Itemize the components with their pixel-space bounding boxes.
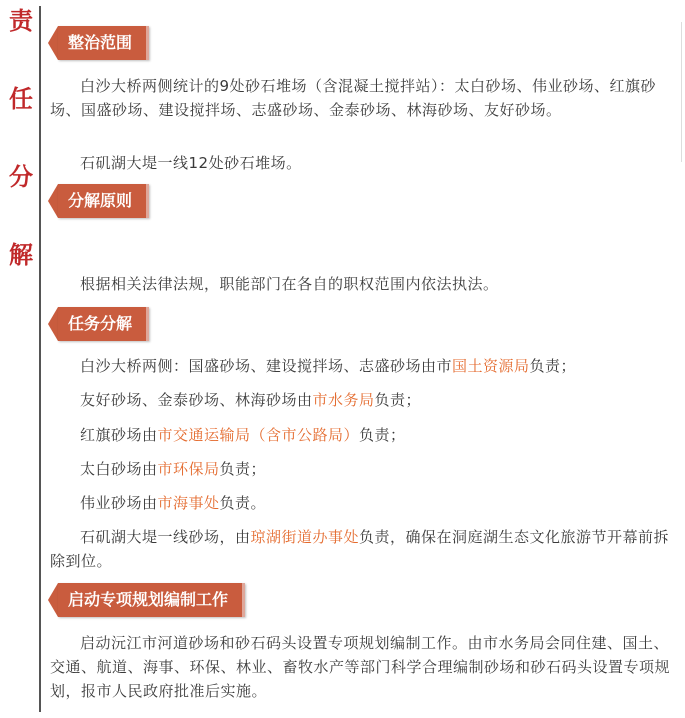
responsible-department: 市环保局 — [157, 460, 220, 478]
responsible-department: 国土资源局 — [452, 357, 530, 375]
section-title: 分解原则 — [58, 184, 149, 218]
responsible-department: 市海事处 — [157, 494, 220, 512]
tag-arrow — [48, 26, 58, 60]
task-text: 负责； — [359, 426, 406, 444]
side-title-char: 分 — [9, 163, 33, 191]
task-text: 石矶湖大堤一线砂场，由 — [80, 528, 251, 546]
task-item — [50, 388, 680, 412]
task-text: 伟业砂场由 — [80, 494, 158, 512]
vertical-divider — [39, 6, 41, 712]
side-title-char: 责 — [9, 7, 33, 35]
task-item — [50, 457, 680, 481]
task-text: 负责； — [374, 391, 422, 409]
task-text: 负责，确保在洞庭湖生态文化旅游节开幕前拆除到位。 — [50, 528, 670, 570]
responsible-department: 市水务局 — [312, 391, 375, 409]
side-title-char: 解 — [9, 241, 33, 269]
task-text: 太白砂场由 — [80, 460, 158, 478]
section-tag-planning — [48, 583, 245, 617]
task-item — [50, 491, 680, 515]
side-title — [4, 8, 38, 320]
tag-arrow — [48, 307, 58, 341]
section-tag-scope — [48, 26, 149, 60]
section-title: 任务分解 — [58, 307, 149, 341]
scope-paragraph: 石矶湖大堤一线12处砂石堆场。 — [80, 154, 302, 172]
section-tag-principle — [48, 184, 149, 218]
principle-paragraph: 根据相关法律法规，职能部门在各自的职权范围内依法执法。 — [80, 275, 499, 293]
responsible-department: 市交通运输局（含市公路局） — [157, 426, 360, 444]
task-item — [50, 354, 680, 378]
side-title-char: 任 — [9, 85, 33, 113]
planning-paragraph: 启动沅江市河道砂场和砂石码头设置专项规划编制工作。由市水务局会同住建、国土、交通、航道、海事、环保、林业、畜牧水产等部门科学合理编制砂场和砂石码头设置专项规划，报市人民政府批准后实施。 — [50, 634, 671, 700]
task-text: 红旗砂场由 — [80, 426, 158, 444]
responsible-department: 琼湖街道办事处 — [250, 528, 360, 546]
task-item — [50, 525, 680, 573]
scope-paragraph: 白沙大桥两侧统计的9处砂石堆场（含混凝土搅拌站）：太白砂场、伟业砂场、红旗砂场、国盛砂场、建设搅拌场、志盛砂场、金泰砂场、林海砂场、友好砂场。 — [50, 77, 657, 119]
task-text: 负责； — [529, 357, 577, 375]
task-text: 负责。 — [219, 494, 267, 512]
task-text: 白沙大桥两侧：国盛砂场、建设搅拌场、志盛砂场由市 — [80, 357, 453, 375]
task-text: 负责； — [219, 460, 267, 478]
tag-arrow — [48, 583, 58, 617]
task-text: 友好砂场、金泰砂场、林海砂场由 — [80, 391, 313, 409]
task-item — [50, 423, 680, 447]
section-title: 启动专项规划编制工作 — [58, 583, 245, 617]
tag-arrow — [48, 184, 58, 218]
section-tag-tasks — [48, 307, 149, 341]
section-title: 整治范围 — [58, 26, 149, 60]
scrollbar-track — [681, 22, 682, 162]
